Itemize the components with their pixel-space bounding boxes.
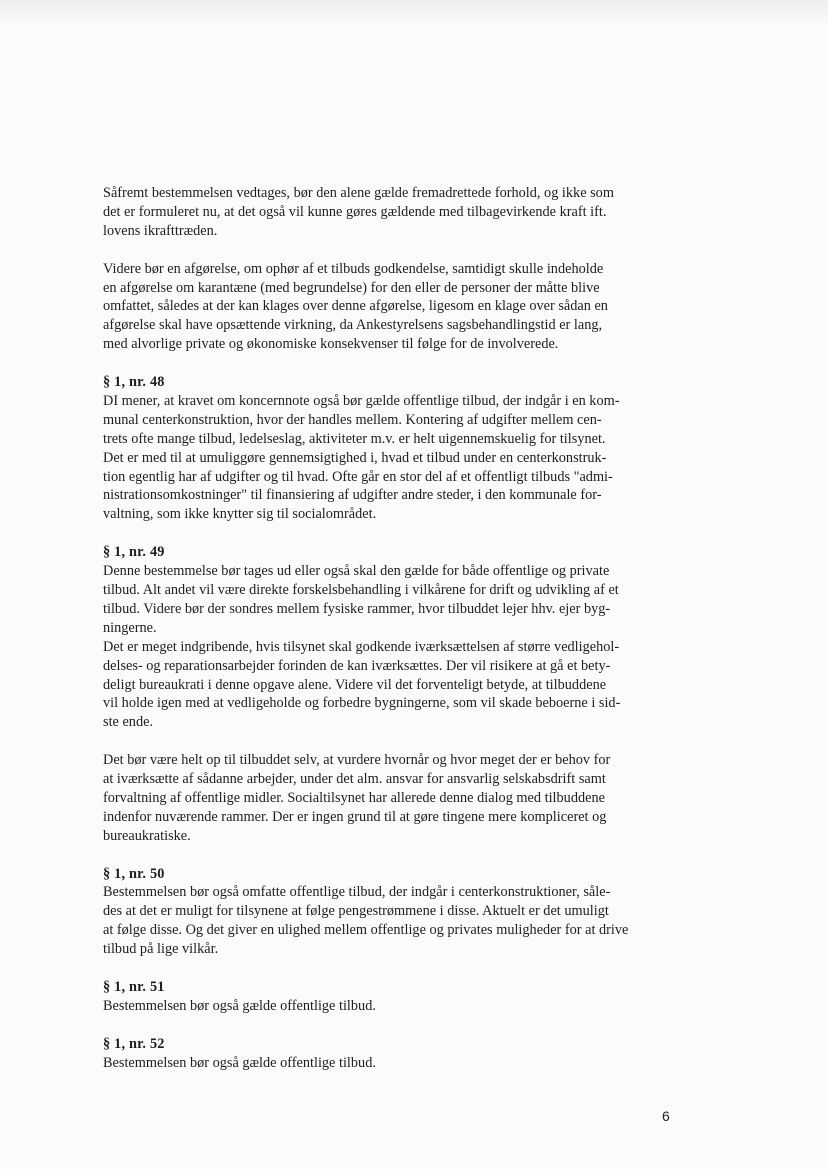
text-line: Bestemmelsen bør også omfatte offentlige tilbud, der indgår i centerkonstruktioner, såle- [103, 884, 611, 901]
intro-paragraph [103, 184, 681, 241]
text-line: nistrationsomkostninger" til finansiering af udgifter andre steder, i den kommunale for- [103, 487, 602, 504]
text-line: des at det er muligt for tilsynene at følge pengestrømmene i disse. Aktuelt er det umuligt [103, 903, 609, 920]
text-line: Det er meget indgribende, hvis tilsynet skal godkende iværksættelsen af større vedligehol- [103, 638, 620, 655]
section-heading: § 1, nr. 52 [103, 1035, 165, 1052]
text-line: DI mener, at kravet om koncernnote også bør gælde offentlige tilbud, der indgår i en kom- [103, 392, 620, 409]
page-number: 6 [662, 1108, 670, 1124]
text-line: ningerne. [103, 619, 157, 636]
text-line: lovens ikrafttræden. [103, 222, 218, 239]
text-line: det er formuleret nu, at det også vil kunne gøres gældende med tilbagevirkende kraft ift. [103, 203, 607, 220]
text-line: Såfremt bestemmelsen vedtages, bør den alene gælde fremadrettede forhold, og ikke som [103, 185, 614, 201]
section-paragraph [103, 751, 681, 846]
text-line: Denne bestemmelse bør tages ud eller også skal den gælde for både offentlige og private [103, 563, 610, 580]
section-heading: § 1, nr. 49 [103, 544, 165, 561]
text-line: tilbud. Alt andet vil være direkte forskelsbehandling i vilkårene for drift og udvikling af et [103, 581, 619, 598]
section [103, 543, 681, 845]
scan-edge [0, 0, 828, 26]
section [103, 373, 681, 524]
text-line: tion egentlig har af udgifter og til hvad. Ofte går en stor del af et offentligt tilbuds "admi- [103, 468, 613, 485]
text-line: trets ofte mange tilbud, ledelseslag, aktiviteter m.v. er helt uigennemskuelig for tilsynet. [103, 430, 606, 447]
text-line: en afgørelse om karantæne (med begrundelse) for den eller de personer der måtte blive [103, 279, 600, 296]
text-line: forvaltning af offentlige midler. Socialtilsynet har allerede denne dialog med tilbuddene [103, 789, 605, 806]
text-line: deligt bureaukrati i denne opgave alene. Videre vil det forventeligt betyde, at tilbuddene [103, 676, 607, 693]
section-heading: § 1, nr. 50 [103, 865, 165, 882]
section-paragraph [103, 392, 681, 524]
text-line: Videre bør en afgørelse, om ophør af et tilbuds godkendelse, samtidigt skulle indeholde [103, 260, 604, 277]
document-body [103, 184, 681, 1091]
text-line: ste ende. [103, 714, 154, 731]
section-paragraph [103, 883, 681, 959]
text-line: tilbud. Videre bør der sondres mellem fysiske rammer, hvor tilbuddet lejer hhv. ejer byg- [103, 600, 611, 617]
text-line: Det er med til at umuliggøre gennemsigtighed i, hvad et tilbud under en centerkonstruk- [103, 449, 607, 466]
text-line: Bestemmelsen bør også gælde offentlige tilbud. [103, 997, 376, 1014]
text-line: vil holde igen med at vedligeholde og forbedre bygningerne, som vil skade beboerne i sid- [103, 695, 621, 712]
text-line: omfattet, således at der kan klages over denne afgørelse, ligesom en klage over sådan en [103, 298, 608, 315]
text-line: Det bør være helt op til tilbuddet selv, at vurdere hvornår og hvor meget der er behov for [103, 752, 611, 769]
section-heading: § 1, nr. 51 [103, 978, 165, 995]
intro-paragraph [103, 260, 681, 355]
text-line: Bestemmelsen bør også gælde offentlige tilbud. [103, 1054, 376, 1071]
text-line: at iværksætte af sådanne arbejder, under det alm. ansvar for ansvarlig selskabsdrift samt [103, 771, 606, 788]
text-line: valtning, som ikke knytter sig til socialområdet. [103, 506, 377, 523]
section-heading: § 1, nr. 48 [103, 374, 165, 391]
section-paragraph [103, 997, 681, 1016]
section [103, 865, 681, 960]
text-line: afgørelse skal have opsættende virkning, da Ankestyrelsens sagsbehandlingstid er lang, [103, 317, 603, 334]
section-paragraph [103, 562, 681, 732]
section-paragraph [103, 1054, 681, 1073]
text-line: tilbud på lige vilkår. [103, 941, 219, 958]
text-line: delses- og reparationsarbejder forinden de kan iværksættes. Der vil risikere at gå et bety- [103, 657, 611, 674]
text-line: med alvorlige private og økonomiske konsekvenser til følge for de involverede. [103, 336, 559, 353]
text-line: at følge disse. Og det giver en ulighed mellem offentlige og privates muligheder for at drive [103, 922, 629, 939]
text-line: bureaukratiske. [103, 827, 191, 844]
section [103, 978, 681, 1016]
text-line: indenfor nuværende rammer. Der er ingen grund til at gøre tingene mere kompliceret og [103, 808, 607, 825]
text-line: munal centerkonstruktion, hvor der handles mellem. Kontering af udgifter mellem cen- [103, 411, 602, 428]
section [103, 1035, 681, 1073]
